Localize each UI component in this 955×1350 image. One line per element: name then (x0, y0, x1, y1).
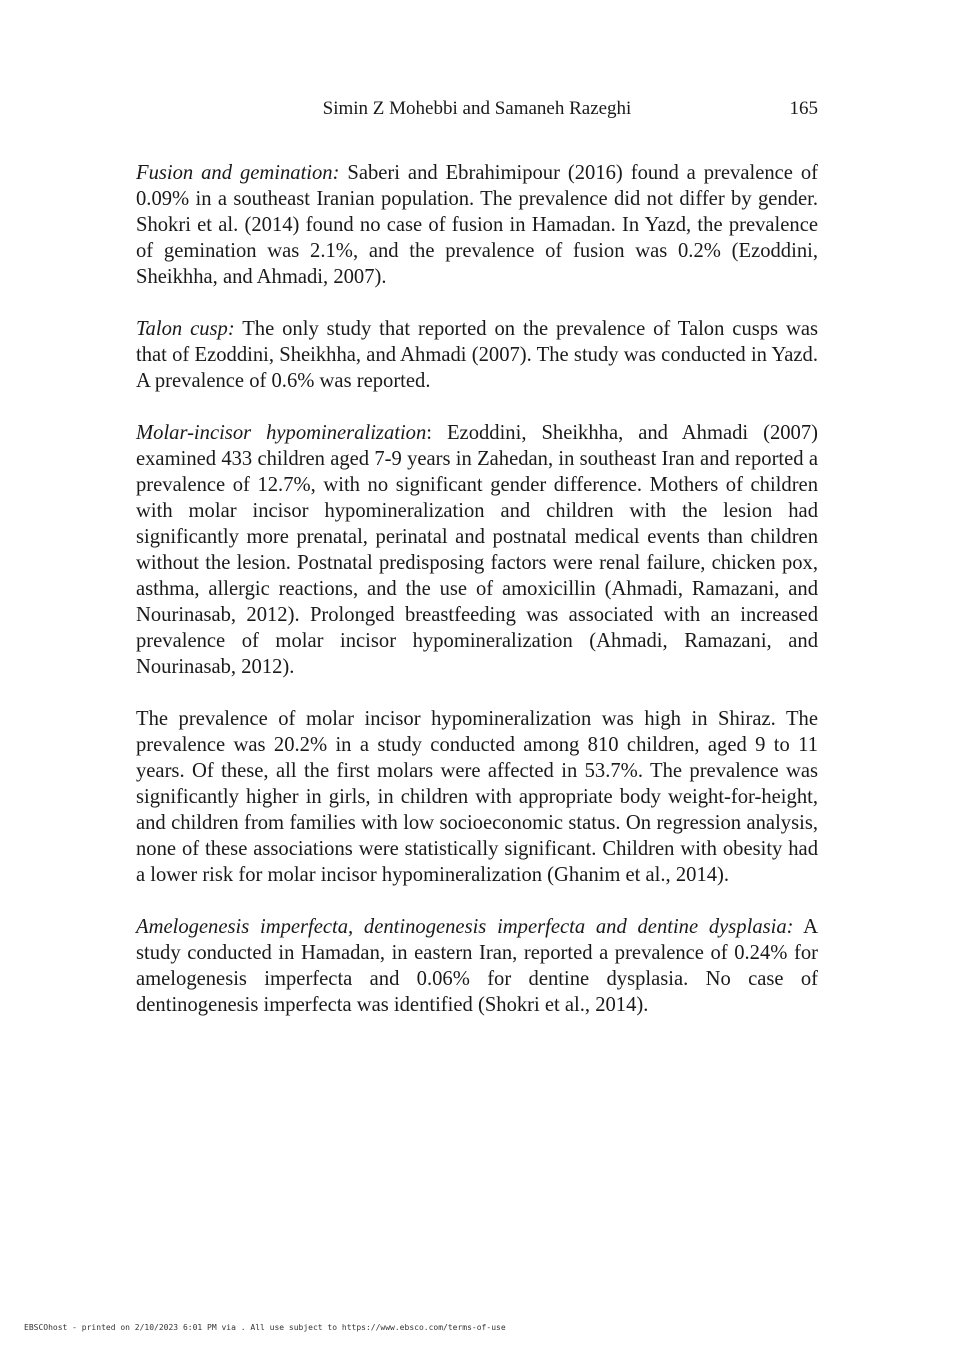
paragraph-text: A study conducted in Hamadan, in eastern Iran, reported a prevalence of 0.24% for amelogenesis imperfecta and 0.06% for dentine dysplasia. No case of dentinogenesis imperfecta was identified (Shokri et al., 2014). (136, 916, 818, 1016)
section-heading-molar-incisor-hypomineralization: Molar-incisor hypomineralization (136, 422, 427, 444)
page-number: 165 (789, 98, 818, 119)
paragraph-text: : Ezoddini, Sheikhha, and Ahmadi (2007) examined 433 children aged 7-9 years in Zahedan, in southeast Iran and reported a prevalence of 12.7%, with no significant gender difference. Mothers of children with molar incisor hypomineralization and children with the lesion had significantly more prenatal, perinatal and postnatal medical events than children without the lesion. Postnatal predisposing factors were renal failure, chicken pox, asthma, allergic reactions, and the use of amoxicillin (Ahmadi, Ramazani, and Nourinasab, 2012). Prolonged breastfeeding was associated with an increased prevalence of molar incisor hypomineralization (Ahmadi, Ramazani, and Nourinasab, 2012). (136, 422, 818, 678)
paragraph-talon-cusp (136, 316, 818, 394)
section-heading-amelogenesis-imperfecta: Amelogenesis imperfecta, dentinogenesis imperfecta and dentine dysplasia: (136, 916, 794, 938)
paragraph-amelogenesis-imperfecta (136, 914, 818, 1018)
paragraph-fusion-gemination (136, 160, 818, 290)
paragraph-molar-incisor-hypomineralization (136, 420, 818, 680)
running-head-authors: Simin Z Mohebbi and Samaneh Razeghi (322, 98, 632, 119)
article-body (136, 160, 818, 1044)
paragraph-shiraz-prevalence (136, 706, 818, 888)
page-header (136, 97, 818, 121)
paragraph-text: Saberi and Ebrahimipour (2016) found a prevalence of 0.09% in a southeast Iranian population. The prevalence did not differ by gender. Shokri et al. (2014) found no case of fusion in Hamadan. In Yazd, the prevalence of gemination was 2.1%, and the prevalence of fusion was 0.2% (Ezoddini, Sheikhha, and Ahmadi, 2007). (136, 162, 818, 288)
section-heading-talon-cusp: Talon cusp: (136, 318, 235, 340)
paragraph-text: The prevalence of molar incisor hypomineralization was high in Shiraz. The prevalence was 20.2% in a study conducted among 810 children, aged 9 to 11 years. Of these, all the first molars were affected in 53.7%. The prevalence was significantly higher in girls, in children with appropriate body weight-for-height, and children from families with low socioeconomic status. On regression analysis, none of these associations were statistically significant. Children with obesity had a lower risk for molar incisor hypomineralization (Ghanim et al., 2014). (136, 708, 818, 886)
ebscohost-footer-note: EBSCOhost - printed on 2/10/2023 6:01 PM via . All use subject to https://www.ebsco.com/terms-of-use (24, 1323, 506, 1332)
section-heading-fusion-gemination: Fusion and gemination: (136, 162, 340, 184)
paragraph-text: The only study that reported on the prevalence of Talon cusps was that of Ezoddini, Sheikhha, and Ahmadi (2007). The study was conducted in Yazd. A prevalence of 0.6% was reported. (136, 318, 818, 392)
